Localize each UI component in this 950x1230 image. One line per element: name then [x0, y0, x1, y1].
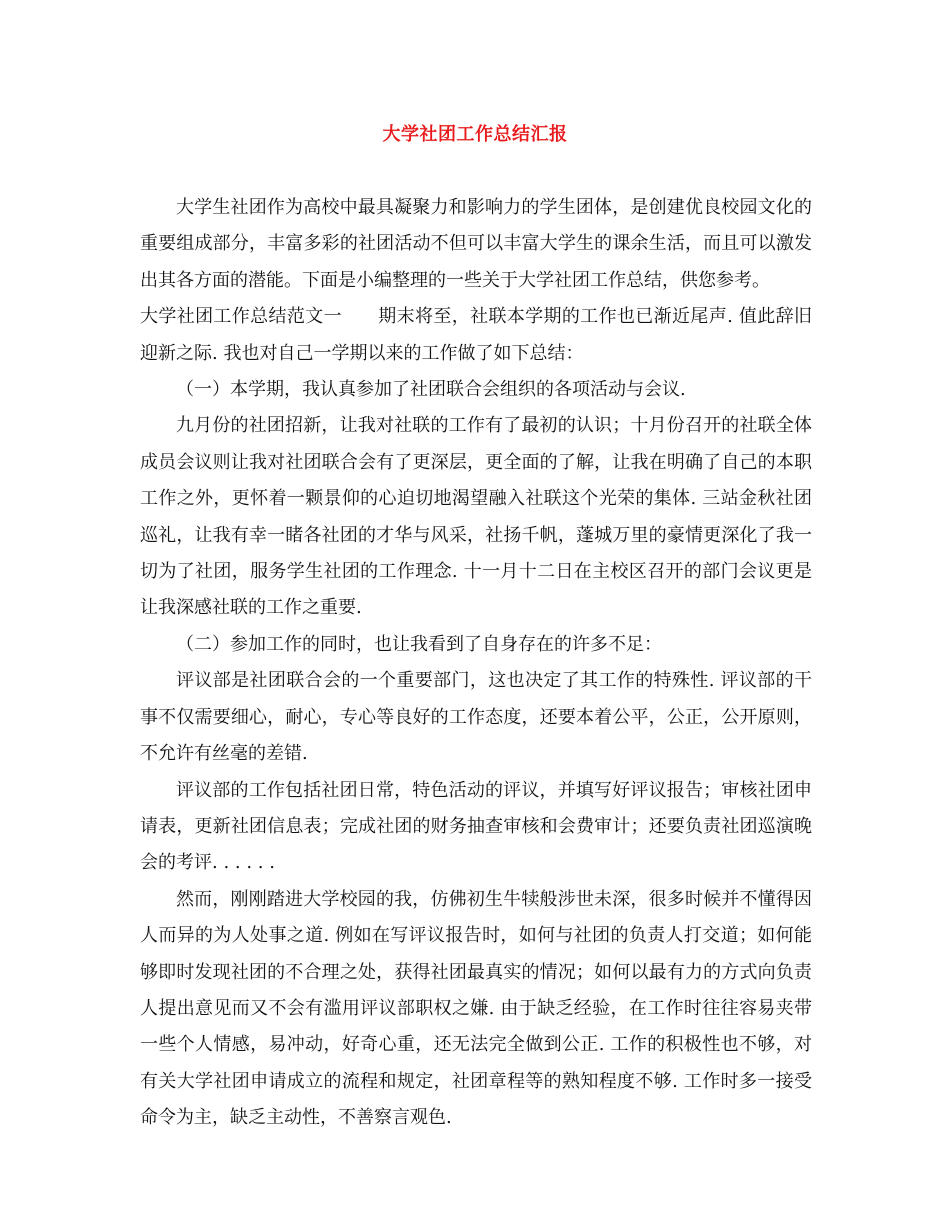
review-work-paragraph: 评议部的工作包括社团日常，特色活动的评议，并填写好评议报告；审核社团申请表，更新社团信息表；完成社团的财务抽查审核和会费审计；还要负责社团巡演晚会的考评. . . . . . [140, 779, 812, 874]
intro-paragraph: 大学生社团作为高校中最具凝聚力和影响力的学生团体，是创建优良校园文化的重要组成部分，丰富多彩的社团活动不但可以丰富大学生的课余生活，而且可以激发出其各方面的潜能。下面是小编整理的一些关于大学社团工作总结，供您参考。 [140, 197, 812, 291]
shortcomings-paragraph: 然而，刚刚踏进大学校园的我，仿佛初生牛犊般涉世未深，很多时候并不懂得因人而异的为人处事之道. 例如在写评议报告时，如何与社团的负责人打交道；如何能够即时发现社团的不合理之处，获得社团最真实的情况；如何以最有力的方式向负责人提出意见而又不会有滥用评议部职权之嫌. 由于缺乏经验，在工作时往往容易夹带一些个人情感，易冲动，好奇心重，还无法完全做到公正. 工作的积极性也不够，对有关大学社团申请成立的流程和规定，社团章程等的熟知程度不够. 工作时多一接受命令为主，缺乏主动性，不善察言观色. [140, 888, 812, 1129]
document-body [140, 190, 812, 1137]
sample-heading: 大学社团工作总结范文一 [140, 306, 342, 328]
section-one-heading: （一）本学期，我认真参加了社团联合会组织的各项活动与会议. [176, 379, 686, 401]
sample-intro: 期末将至，社联本学期的工作也已渐近尾声. 值此辞旧迎新之际. 我也对自己一学期以来的工作做了如下总结： [140, 306, 812, 364]
sample-paragraph [140, 299, 812, 372]
document-title: 大学社团工作总结汇报 [382, 124, 568, 145]
review-dept-paragraph: 评议部是社团联合会的一个重要部门，这也决定了其工作的特殊性. 评议部的干事不仅需要细心，耐心，专心等良好的工作态度，还要本着公平，公正，公开原则，不允许有丝毫的差错. [140, 670, 812, 765]
section-one-body: 九月份的社团招新，让我对社联的工作有了最初的认识；十月份召开的社联全体成员会议则让我对社团联合会有了更深层，更全面的了解，让我在明确了自己的本职工作之外，更怀着一颗景仰的心迫切地渴望融入社联这个光荣的集体. 三站金秋社团巡礼，让我有幸一睹各社团的才华与风采，社扬千帆，蓬城万里的豪情更深化了我一切为了社团，服务学生社团的工作理念. 十一月十二日在主校区召开的部门会议更是让我深感社联的工作之重要. [140, 415, 812, 619]
section-two-heading: （二）参加工作的同时，也让我看到了自身存在的许多不足： [176, 633, 662, 655]
